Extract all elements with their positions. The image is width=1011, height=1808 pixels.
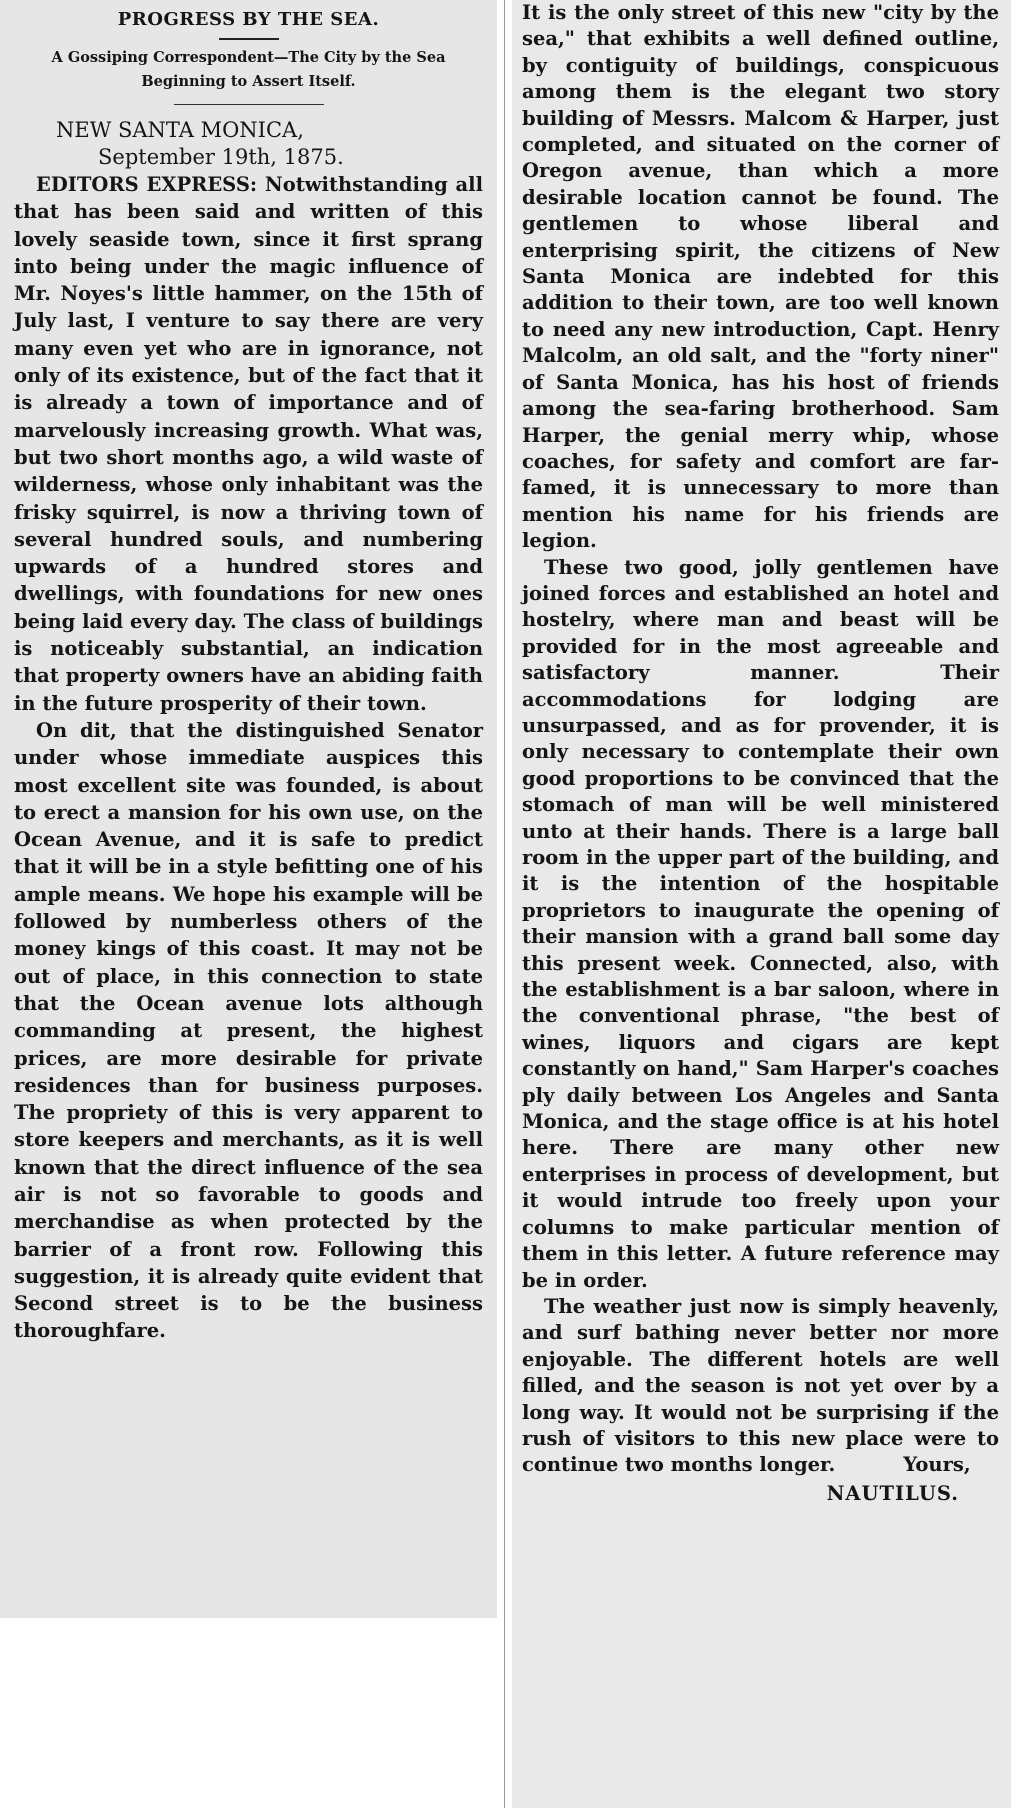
dateline-date: September 19th, 1875. (98, 145, 344, 169)
salutation: EDITORS EXPRESS: (36, 173, 258, 196)
subheadline-rule (174, 104, 324, 105)
paragraph-4: These two good, jolly gentlemen have joined forces and established an hotel and hostelry, where man and beast will be provided for in the most agreeable and satisfactory manner. Their accommodations for lodging are unsurpassed, and as for provender, it is only necessary to contemplate their own good proportions to be convinced that the stomach of man will be well ministered unto at their hands. There is a large ball room in the upper part of the building, and it is the intention of the hospitable proprietors to inaugurate the opening of their mansion with a grand ball some day this present week. Connected, also, with the establishment is a bar saloon, where in the conventional phrase, "the best of wines, liquors and cigars are kept constantly on hand," Sam Harper's coaches ply daily between Los Angeles and Santa Monica, and the stage office is at his hotel here. There are many other new enterprises in process of development, but it would intrude too freely upon your columns to make particular mention of them in this letter. A future reference may be in order. (522, 555, 999, 1292)
paragraph-3: It is the only street of this new "city by the sea," that exhibits a well defined outline, by contiguity of buildings, conspicuous among them is the elegant two story building of Messrs. Malcom & Harper, just completed, and situated on the corner of Oregon avenue, than which a more desirable location cannot be found. The gentlemen to whose liberal and enterprising spirit, the citizens of New Santa Monica are indebted for this addition to their town, are too well known to need any new introduction, Capt. Henry Malcolm, an old salt, and the "forty niner" of Santa Monica, has his host of friends among the sea-faring brotherhood. Sam Harper, the genial merry whip, whose coaches, for safety and comfort are far-famed, it is unnecessary to more than mention his name for his friends are legion. (522, 1, 999, 553)
paragraph-5-text: The weather just now is simply heavenly, and surf bathing never better nor more enjoyable. The different hotels are well filled, and the season is not yet over by a long way. It would not be surprising if the rush of visitors to this new place were to continue two months longer. (522, 1294, 999, 1477)
paragraph-1 (14, 171, 483, 717)
article-subheadline: A Gossiping Correspondent—The City by the Sea Beginning to Assert Itself. (51, 49, 446, 90)
dateline-place: NEW SANTA MONICA, (56, 118, 304, 142)
article-headline: PROGRESS BY THE SEA. (117, 9, 380, 30)
dateline (14, 117, 483, 171)
headline-rule (219, 38, 279, 40)
closing: Yours, (903, 1453, 971, 1477)
left-column (0, 0, 497, 1618)
signature: NAUTILUS. (826, 1481, 959, 1505)
right-column (512, 0, 1011, 1808)
paragraph-5 (522, 1294, 999, 1479)
paragraph-2: On dit, that the distinguished Senator under whose immediate auspices this most excellent site was founded, is about to erect a mansion for his own use, on the Ocean Avenue, and it is safe to predict that it will be in a style befitting one of his ample means. We hope his example will be followed by numberless others of the money kings of this coast. It may not be out of place, in this connection to state that the Ocean avenue lots although commanding at present, the highest prices, are more desirable for private residences than for business purposes. The propriety of this is very apparent to store keepers and merchants, as it is well known that the direct influence of the sea air is not so favorable to goods and merchandise as when protected by the barrier of a front row. Following this suggestion, it is already quite evident that Second street is to be the business thoroughfare. (14, 718, 483, 1343)
column-rule (504, 0, 505, 1808)
paragraph-1-text: Notwithstanding all that has been said and written of this lovely seaside town, since it first sprang into being under the magic influence of Mr. Noyes's little hammer, on the 15th of July last, I venture to say there are very many even yet who are in ignorance, not only of its existence, but of the fact that it is already a town of importance and of marvelously increasing growth. What was, but two short months ago, a wild waste of wilderness, whose only inhabitant was the frisky squirrel, is now a thriving town of several hundred souls, and numbering upwards of a hundred stores and dwellings, with foundations for new ones being laid every day. The class of buildings is noticeably substantial, an indication that property owners have an abiding faith in the future prosperity of their town. (14, 173, 483, 715)
